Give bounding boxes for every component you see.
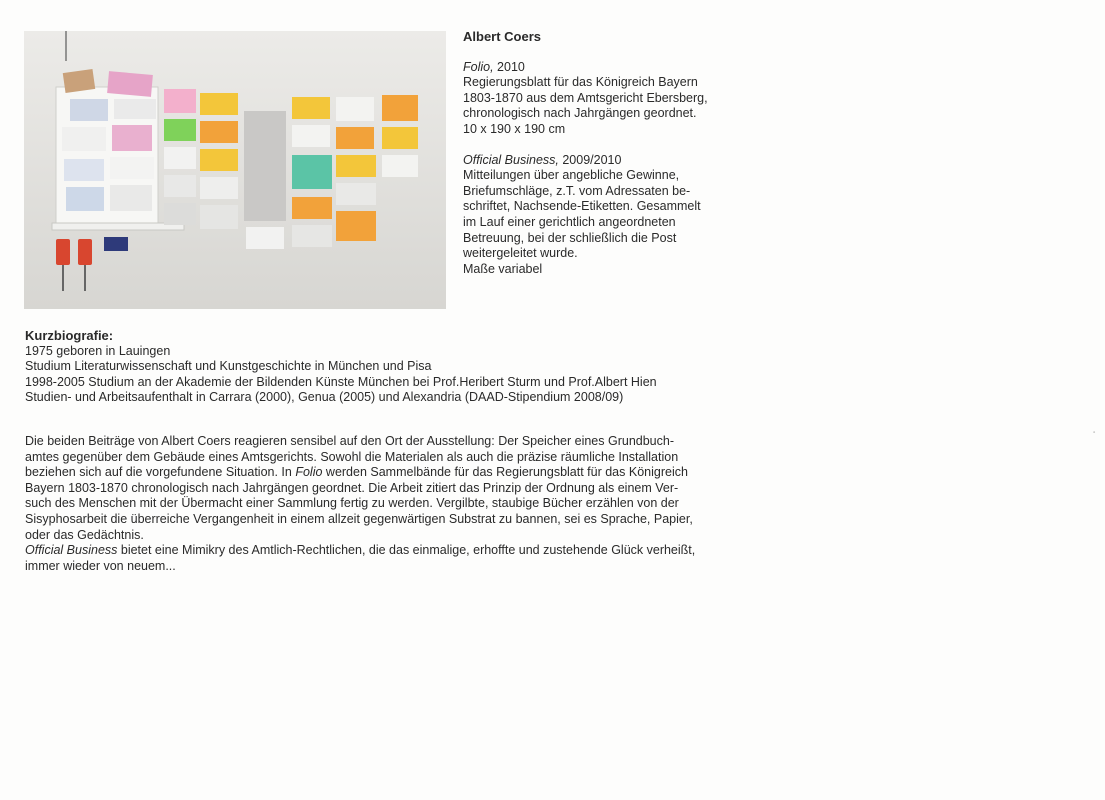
work-ob-dimensions: Maße variabel: [463, 261, 543, 276]
essay-line: [25, 465, 725, 481]
work-folio-title: Folio,: [463, 59, 494, 74]
essay-line: amtes gegenüber dem Gebäude eines Amtsgerichts. Sowohl die Materialen als auch die präzise räumliche Installation: [25, 449, 679, 464]
essay-line: [25, 543, 725, 559]
short-biography: [25, 328, 725, 406]
bio-line: Studien- und Arbeitsaufenthalt in Carrara (2000), Genua (2005) und Alexandria (DAAD-Stipendium 2008/09): [25, 390, 624, 405]
work-ob-line: im Lauf einer gerichtlich angeordneten: [463, 214, 676, 229]
work-ob-line: schriftet, Nachsende-Etiketten. Gesammelt: [463, 199, 701, 214]
installation-photo: [24, 31, 446, 309]
bio-line: Studium Literaturwissenschaft und Kunstgeschichte in München und Pisa: [25, 359, 432, 374]
work-ob-line: Mitteilungen über angebliche Gewinne,: [463, 168, 680, 183]
work-ob-title-line: [463, 153, 763, 169]
essay-line: Bayern 1803-1870 chronologisch nach Jahrgängen geordnet. Die Arbeit zitiert das Prinzip der Ordnung als einem Ver-: [25, 480, 679, 495]
essay-line-part: werden Sammelbände für das Regierungsblatt für das Königreich: [322, 465, 688, 480]
bio-line: 1975 geboren in Lauingen: [25, 343, 171, 358]
essay-line: immer wieder von neuem...: [25, 558, 176, 573]
work-folio-line: chronologisch nach Jahrgängen geordnet.: [463, 106, 697, 121]
artist-name: Albert Coers: [463, 29, 542, 44]
bio-line: 1998-2005 Studium an der Akademie der Bildenden Künste München bei Prof.Heribert Sturm und Prof.Albert Hien: [25, 374, 657, 389]
essay-text: [25, 434, 725, 574]
work-ob-line: weitergeleitet wurde.: [463, 246, 578, 261]
work-folio-title-line: [463, 60, 763, 76]
essay-line: oder das Gedächtnis.: [25, 527, 144, 542]
bio-heading: Kurzbiografie:: [25, 328, 114, 343]
work-folio: [463, 60, 763, 138]
work-ob-line: Briefumschläge, z.T. vom Adressaten be-: [463, 183, 691, 198]
work-ob-title: Official Business,: [463, 152, 559, 167]
work-official-business: [463, 153, 763, 278]
essay-folio-ref: Folio: [295, 465, 323, 480]
essay-line: Die beiden Beiträge von Albert Coers reagieren sensibel auf den Ort der Ausstellung: Der Speicher eines Grundbuch-: [25, 434, 674, 448]
work-ob-line: Betreuung, bei der schließlich die Post: [463, 230, 677, 245]
work-folio-year: 2010: [493, 59, 525, 74]
scan-speck: ﾟ: [1093, 431, 1097, 440]
essay-line: Sisyphosarbeit die überreiche Vergangenheit in einem allzeit gegenwärtigen Substrat zu bannen, sei es Sprache, Papier,: [25, 511, 693, 526]
essay-line-part: bietet eine Mimikry des Amtlich-Rechtlichen, die das einmalige, erhoffte und zustehende Glück verheißt,: [117, 543, 696, 558]
work-folio-line: Regierungsblatt für das Königreich Bayern: [463, 75, 698, 90]
work-ob-year: 2009/2010: [558, 152, 622, 167]
work-captions: [463, 29, 763, 292]
essay-line: such des Menschen mit der Übermacht einer Sammlung fertig zu werden. Vergilbte, staubige Bücher erzählen von der: [25, 496, 679, 511]
work-folio-dimensions: 10 x 190 x 190 cm: [463, 121, 566, 136]
essay-line-part: beziehen sich auf die vorgefundene Situation. In: [25, 465, 296, 480]
essay-ob-ref: Official Business: [25, 543, 118, 558]
work-folio-line: 1803-1870 aus dem Amtsgericht Ebersberg,: [463, 90, 708, 105]
